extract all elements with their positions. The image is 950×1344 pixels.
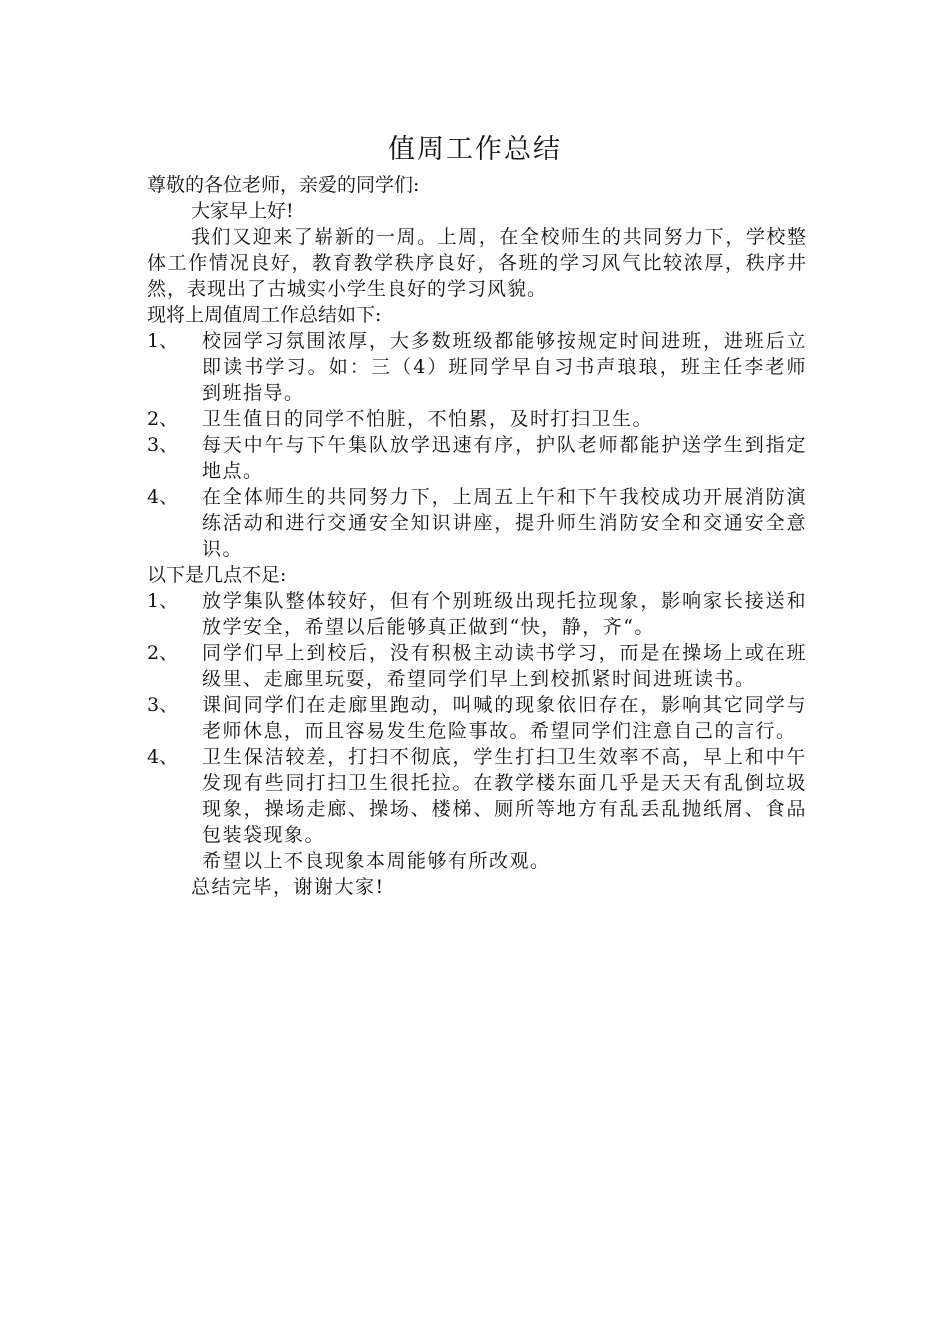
list-item bbox=[147, 328, 807, 406]
list-item-number: 2、 bbox=[147, 408, 179, 430]
list-item-number: 4、 bbox=[147, 746, 179, 768]
list-item-text: 同学们早上到校后，没有积极主动读书学习，而是在操场上或在班级里、走廊里玩耍，希望同学们早上到校抓紧时间进班读书。 bbox=[202, 642, 807, 690]
list-item-text: 在全体师生的共同努力下，上周五上午和下午我校成功开展消防演练活动和进行交通安全知识讲座，提升师生消防安全和交通安全意识。 bbox=[202, 486, 807, 560]
list-item bbox=[147, 744, 807, 848]
list-item bbox=[147, 406, 807, 432]
list-item-number: 4、 bbox=[147, 486, 179, 508]
list-item-number: 3、 bbox=[147, 434, 179, 456]
list-item-number: 1、 bbox=[147, 330, 179, 352]
document-title: 值周工作总结 bbox=[388, 134, 562, 165]
list-item-number: 3、 bbox=[147, 694, 179, 716]
list-item bbox=[147, 692, 807, 744]
list-item bbox=[147, 432, 807, 484]
shortcomings-list bbox=[147, 588, 807, 848]
list-item-text: 每天中午与下午集队放学迅速有序，护队老师都能护送学生到指定地点。 bbox=[202, 434, 807, 482]
list-item-text: 放学集队整体较好，但有个别班级出现托拉现象，影响家长接送和放学安全，希望以后能够真正做到“快，静，齐“。 bbox=[202, 590, 807, 638]
list-item bbox=[147, 588, 807, 640]
shortcomings-heading: 以下是几点不足: bbox=[147, 564, 287, 586]
signoff: 总结完毕，谢谢大家! bbox=[191, 876, 385, 898]
salutation: 尊敬的各位老师，亲爱的同学们: bbox=[147, 174, 420, 196]
list-item-text: 卫生保洁较差，打扫不彻底，学生打扫卫生效率不高，早上和中午发现有些同打扫卫生很托拉。在教学楼东面几乎是天天有乱倒垃圾现象，操场走廊、操场、楼梯、厕所等地方有乱丢乱抛纸屑、食品包装袋现象。 bbox=[202, 746, 807, 846]
list-item-text: 课间同学们在走廊里跑动，叫喊的现象依旧存在，影响其它同学与老师休息，而且容易发生危险事故。希望同学们注意自己的言行。 bbox=[202, 694, 807, 742]
document-body bbox=[147, 172, 807, 900]
list-item-text: 校园学习氛围浓厚，大多数班级都能够按规定时间进班，进班后立即读书学习。如：三（4）班同学早自习书声琅琅，班主任李老师到班指导。 bbox=[202, 330, 807, 404]
achievements-list bbox=[147, 328, 807, 562]
summary-heading: 现将上周值周工作总结如下: bbox=[147, 304, 382, 326]
closing-remark: 希望以上不良现象本周能够有所改观。 bbox=[202, 850, 551, 872]
list-item-number: 1、 bbox=[147, 590, 179, 612]
list-item bbox=[147, 484, 807, 562]
intro-paragraph: 我们又迎来了崭新的一周。上周，在全校师生的共同努力下，学校整体工作情况良好，教育教学秩序良好，各班的学习风气比较浓厚，秩序井然，表现出了古城实小学生良好的学习风貌。 bbox=[147, 226, 807, 300]
list-item bbox=[147, 640, 807, 692]
greeting: 大家早上好! bbox=[191, 200, 294, 222]
list-item-text: 卫生值日的同学不怕脏，不怕累，及时打扫卫生。 bbox=[202, 408, 654, 430]
list-item-number: 2、 bbox=[147, 642, 179, 664]
